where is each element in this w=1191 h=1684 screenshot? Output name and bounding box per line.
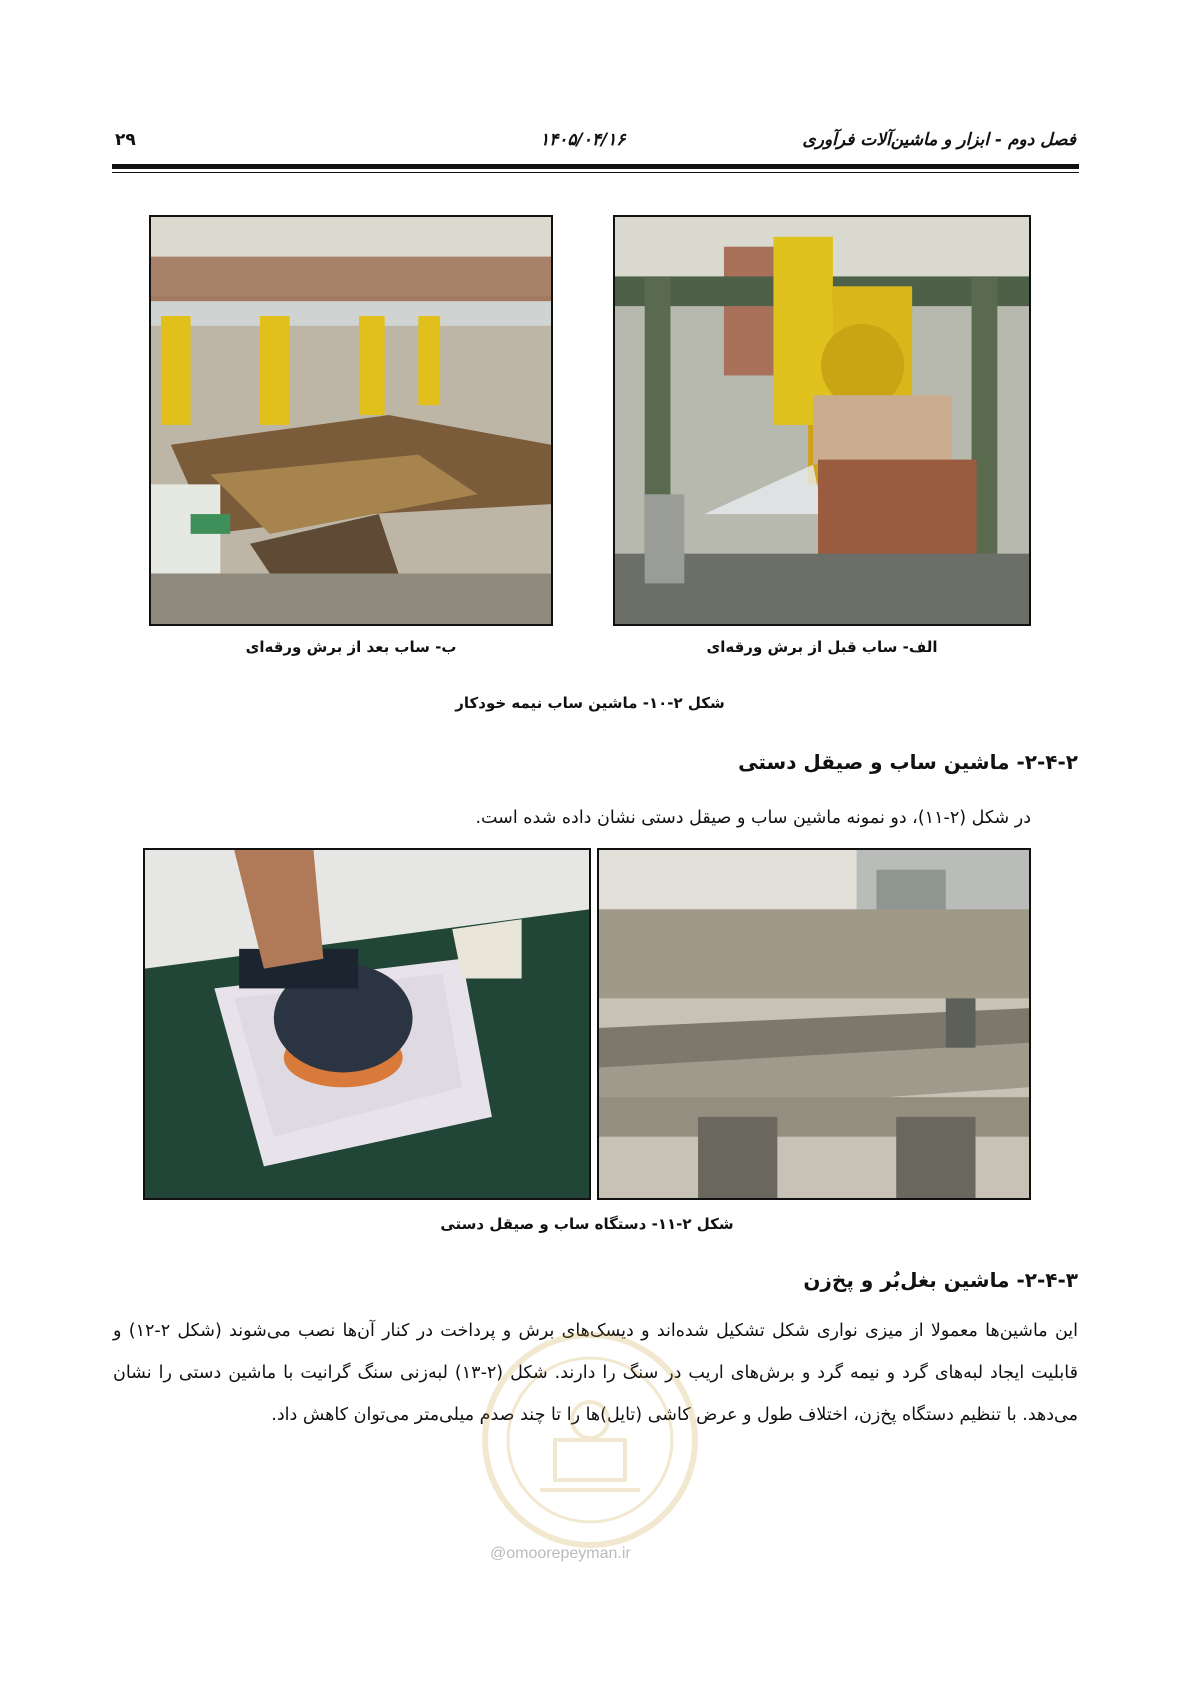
section-2-4-2-intro: در شکل (۲-۱۱)، دو نمونه ماشین ساب و صیقل دستی نشان داده شده است.	[475, 808, 1031, 828]
photo-saab-before-cutting	[613, 215, 1031, 626]
figure-11-caption: شکل ۲-۱۱- دستگاه ساب و صیقل دستی	[440, 1215, 734, 1233]
photo-saab-after-cutting	[149, 215, 553, 626]
section-heading-2-4-2: ۲-۴-۲- ماشین ساب و صیقل دستی	[738, 750, 1078, 774]
section-2-4-3-paragraph: این ماشین‌ها معمولا از میزی نواری شکل تشکیل شده‌اند و دیسک‌های برش و پرداخت در کنار آن‌ها نصب می‌شوند (شکل ۲-۱۲) و قابلیت ایجاد لبه‌های گرد و نیمه گرد و برش‌های اریب در سنگ را دارند. شکل (۲-۱۳) لبه‌زنی سنگ گرانیت با ماشین دستی را نشان می‌دهد. با تنظیم دستگاه پخ‌زن، اختلاف طول و عرض کاشی (تایل)ها را تا چند صدم میلی‌متر می‌توان کاهش داد.	[113, 1321, 1078, 1425]
page-number: ۲۹	[115, 130, 136, 150]
header-rule-thin	[112, 172, 1079, 173]
photo-hand-sander-on-marble	[143, 848, 591, 1200]
section-heading-2-4-3: ۲-۴-۳- ماشین بغل‌بُر و پخ‌زن	[803, 1268, 1078, 1292]
watermark-website: @omoorepeyman.ir	[490, 1545, 631, 1562]
figure-10-panel-b-caption: ب- ساب بعد از برش ورقه‌ای	[245, 638, 457, 656]
header-rule	[112, 164, 1079, 169]
figure-10-caption: شکل ۲-۱۰- ماشین ساب نیمه خودکار	[455, 694, 725, 712]
chapter-title: فصل دوم - ابزار و ماشین‌آلات فرآوری	[802, 130, 1076, 150]
page-date: ۱۴۰۵/۰۴/۱۶	[540, 130, 626, 150]
photo-manual-polishing-machine	[597, 848, 1031, 1200]
figure-10-panel-a-caption: الف- ساب قبل از برش ورقه‌ای	[706, 638, 938, 656]
